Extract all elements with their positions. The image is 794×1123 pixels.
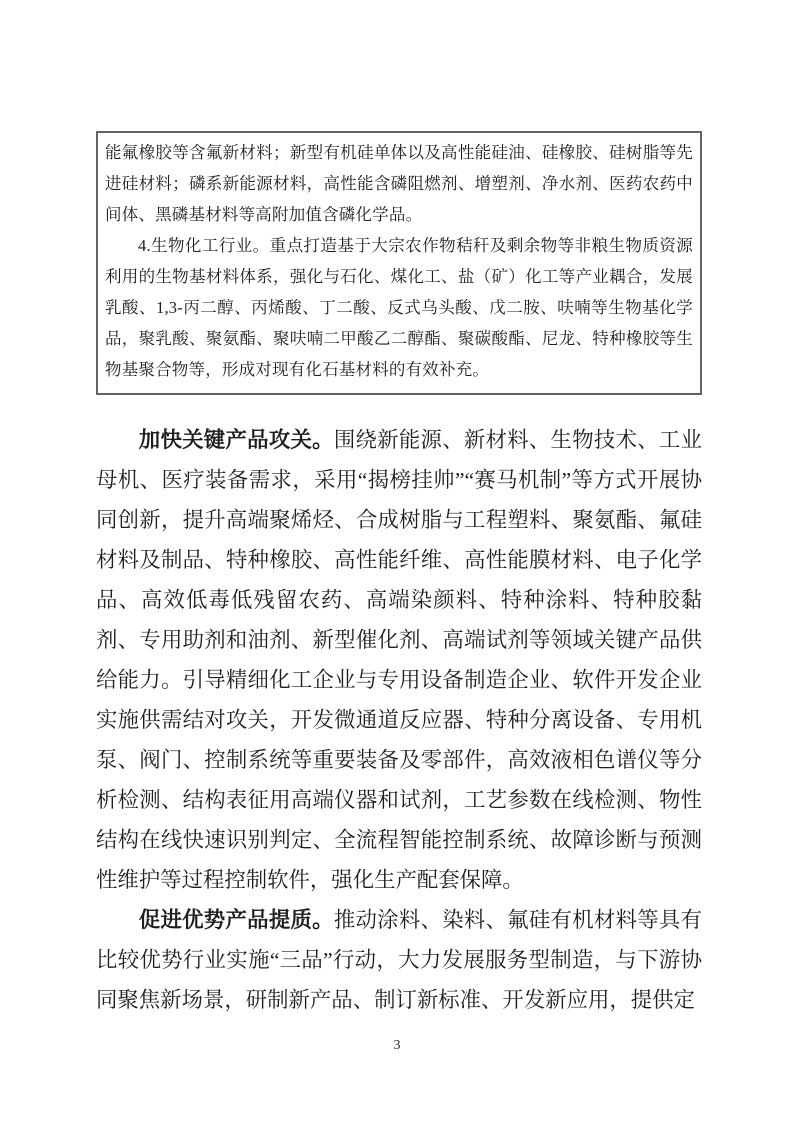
paragraph-text: 围绕新能源、新材料、生物技术、工业母机、医疗装备需求，采用“揭榜挂帅”“赛马机制”等方式开展协同创新，提升高端聚烯烃、合成树脂与工程塑料、聚氨酯、氟硅材料及制品、特种橡胶、高性能纤维、高性能膜材料、电子化学品、高效低毒低残留农药、高端染颜料、特种涂料、特种胶黏剂、专用助剂和油剂、新型催化剂、高端试剂等领域关键产品供给能力。引导精细化工企业与专用设备制造企业、软件开发企业实施供需结对攻关，开发微通道反应器、特种分离设备、专用机泵、阀门、控制系统等重要装备及零部件，高效液相色谱仪等分析检测、结构表征用高端仪器和试剂，工艺参数在线检测、物性结构在线快速识别判定、全流程智能控制系统、故障诊断与预测性维护等过程控制软件，强化生产配套保障。 (96, 428, 702, 892)
paragraph-lead: 促进优势产品提质。 (138, 908, 334, 932)
page-content (96, 131, 702, 1020)
body-text (96, 420, 702, 1020)
paragraph-lead: 加快关键产品攻关。 (138, 428, 334, 452)
excerpt-paragraph: 4.生物化工行业。重点打造基于大宗农作物秸秆及剩余物等非粮生物质资源利用的生物基材料体系，强化与石化、煤化工、盐（矿）化工等产业耦合，发展乳酸、1,3-丙二醇、丙烯酸、丁二酸、反式乌头酸、戊二胺、呋喃等生物基化学品，聚乳酸、聚氨酯、聚呋喃二甲酸乙二醇酯、聚碳酸酯、尼龙、特种橡胶等生物基聚合物等，形成对现有化石基材料的有效补充。 (105, 236, 693, 379)
paragraph-text: 推动涂料、染料、氟硅有机材料等具有比较优势行业实施“三品”行动，大力发展服务型制造，与下游协同聚焦新场景，研制新产品、制订新标准、开发新应用，提供定 (96, 908, 702, 1012)
body-paragraph (96, 900, 702, 1020)
page-number: 3 (393, 1038, 401, 1053)
excerpt-box (96, 131, 702, 395)
excerpt-paragraph: 能氟橡胶等含氟新材料；新型有机硅单体以及高性能硅油、硅橡胶、硅树脂等先进硅材料；磷系新能源材料，高性能含磷阻燃剂、增塑剂、净水剂、医药农药中间体、黑磷基材料等高附加值含磷化学品。 (105, 143, 693, 224)
body-paragraph (96, 420, 702, 900)
